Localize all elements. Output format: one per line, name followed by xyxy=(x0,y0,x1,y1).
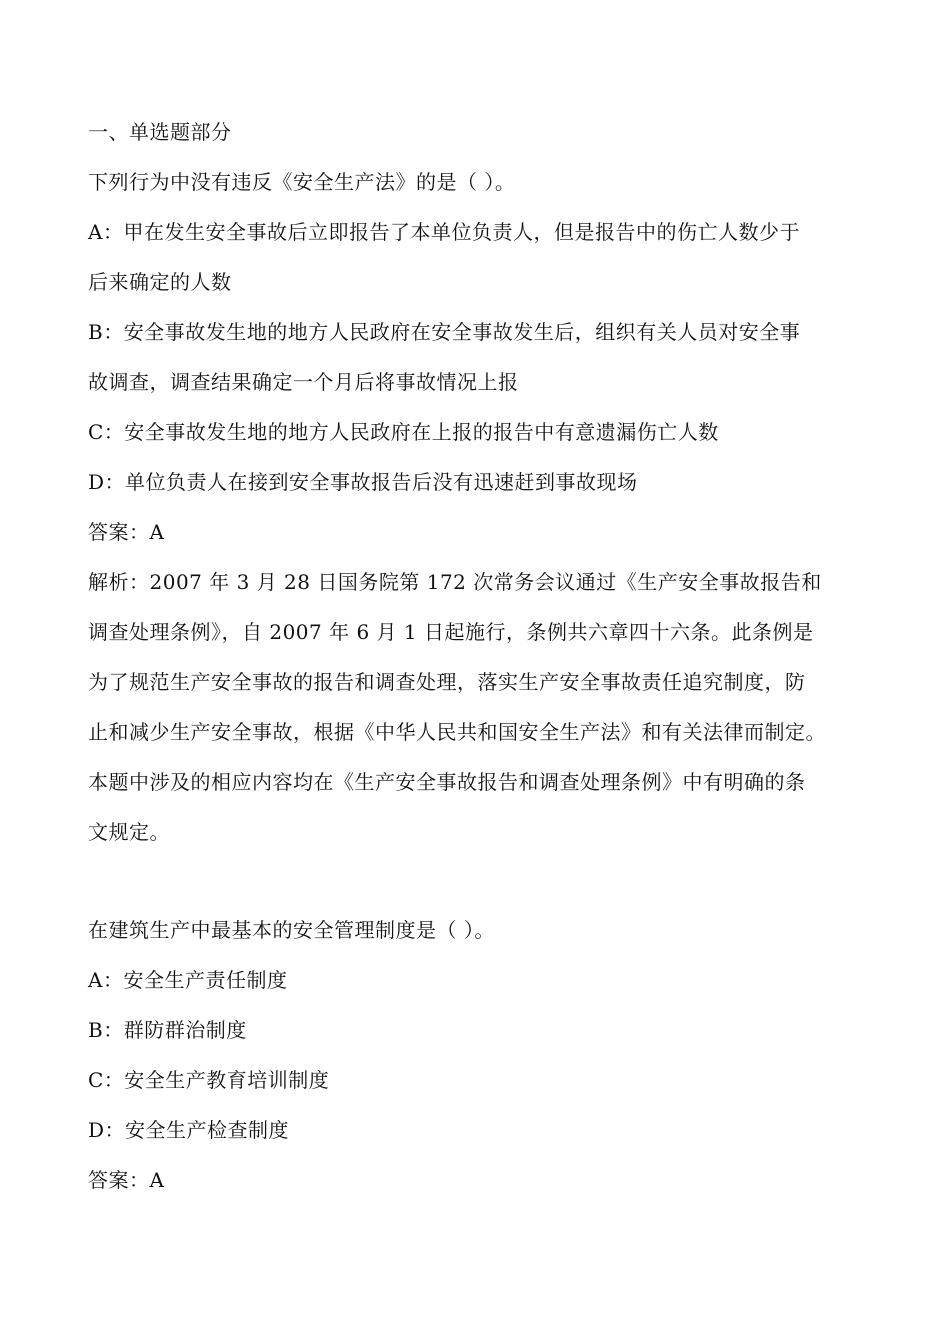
question-1-analysis-line: 解析：2007 年 3 月 28 日国务院第 172 次常务会议通过《生产安全事故报告和 xyxy=(88,570,822,594)
question-1-analysis-line: 调查处理条例》，自 2007 年 6 月 1 日起施行，条例共六章四十六条。此条例是 xyxy=(88,620,814,644)
question-1-option-d: D：单位负责人在接到安全事故报告后没有迅速赶到事故现场 xyxy=(88,470,638,494)
question-1-answer: 答案：A xyxy=(88,520,165,544)
question-2-stem: 在建筑生产中最基本的安全管理制度是（ ）。 xyxy=(88,918,495,942)
question-2-option-c: C：安全生产教育培训制度 xyxy=(88,1068,330,1092)
question-2-option-b: B：群防群治制度 xyxy=(88,1018,247,1042)
question-1-analysis-line: 为了规范生产安全事故的报告和调查处理，落实生产安全事故责任追究制度，防 xyxy=(88,670,806,694)
question-1-option-b-continued: 故调查，调查结果确定一个月后将事故情况上报 xyxy=(88,370,519,394)
question-1-option-b: B：安全事故发生地的地方人民政府在安全事故发生后，组织有关人员对安全事 xyxy=(88,320,801,344)
question-1-option-a: A：甲在发生安全事故后立即报告了本单位负责人，但是报告中的伤亡人数少于 xyxy=(88,220,800,244)
question-2-option-a: A：安全生产责任制度 xyxy=(88,968,288,992)
question-1-option-a-continued: 后来确定的人数 xyxy=(88,270,232,294)
section-heading: 一、单选题部分 xyxy=(88,120,232,144)
question-1-stem: 下列行为中没有违反《安全生产法》的是（ ）。 xyxy=(88,170,516,194)
question-2-answer: 答案：A xyxy=(88,1168,165,1192)
question-1-analysis-line: 本题中涉及的相应内容均在《生产安全事故报告和调查处理条例》中有明确的条 xyxy=(88,770,806,794)
question-2-option-d: D：安全生产检查制度 xyxy=(88,1118,290,1142)
question-1-analysis-line: 止和减少生产安全事故，根据《中华人民共和国安全生产法》和有关法律而制定。 xyxy=(88,720,826,744)
question-1-option-c: C：安全事故发生地的地方人民政府在上报的报告中有意遗漏伤亡人数 xyxy=(88,420,719,444)
question-1-analysis-line: 文规定。 xyxy=(88,820,170,844)
